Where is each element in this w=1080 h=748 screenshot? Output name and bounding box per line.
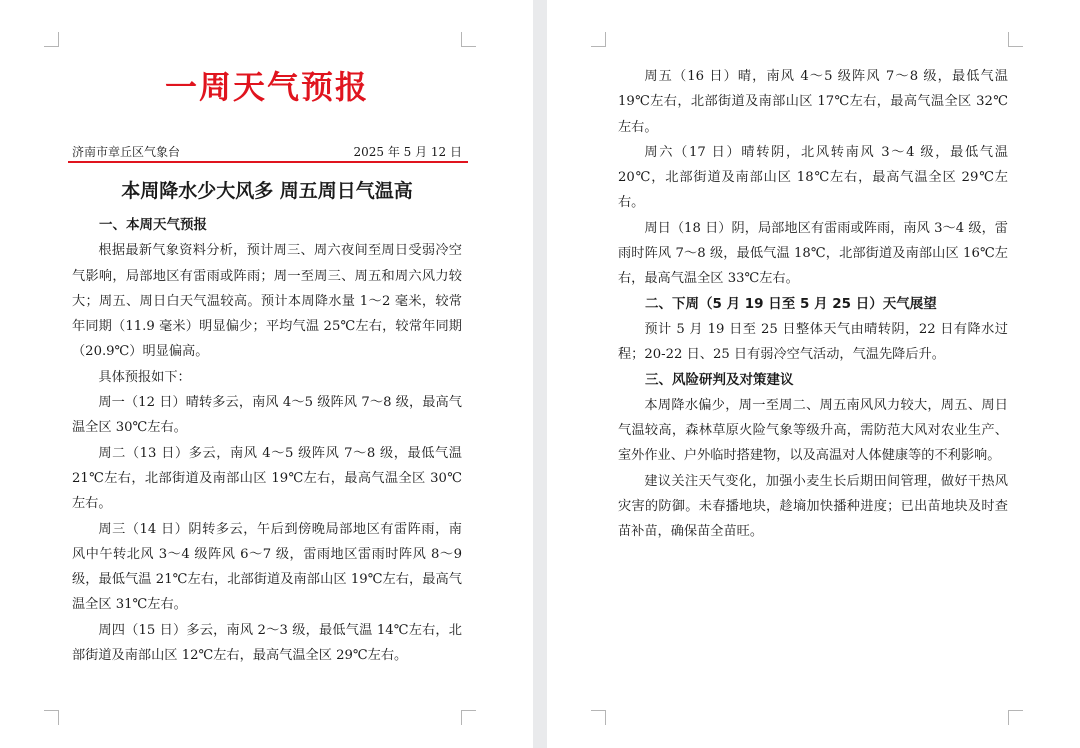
paragraph-day-wed: 周三（14 日）阴转多云，午后到傍晚局部地区有雷阵雨，南风中午转北风 3～4 级阵风 6～7 级，雷雨地区雷雨时阵风 8～9 级，最低气温 21℃左右，北部街道及南部山区 19℃左右，最高气温全区 31℃左右。 [72, 521, 462, 613]
crop-mark [461, 32, 476, 47]
section-heading: 一、本周天气预报 [99, 217, 207, 233]
issuing-organization: 济南市章丘区气象台 [72, 145, 181, 159]
paragraph-risk: 本周降水偏少，周一至周二、周五南风风力较大，周五、周日气温较高，森林草原火险气象等级升高，需防范大风对农业生产、室外作业、户外临时搭建物，以及高温对人体健康等的不利影响。 [618, 397, 1008, 464]
paragraph-day-sun: 周日（18 日）阴，局部地区有雷雨或阵雨，南风 3～4 级，雷雨时阵风 7～8 级，最低气温 18℃，北部街道及南部山区 16℃左右，最高气温全区 33℃左右。 [618, 220, 1008, 287]
body-left [72, 213, 462, 668]
headline: 本周降水少大风多 周五周日气温高 [121, 180, 413, 202]
paragraph-day-sat: 周六（17 日）晴转阴，北风转南风 3～4 级，最低气温 20℃，北部街道及南部山区 18℃左右，最高气温全区 29℃左右。 [618, 144, 1008, 211]
document-title: 一周天气预报 [164, 68, 369, 106]
crop-mark [1008, 32, 1023, 47]
crop-mark [1008, 710, 1023, 725]
paragraph-day-tue: 周二（13 日）多云，南风 4～5 级阵风 7～8 级，最低气温 21℃左右，北部街道及南部山区 19℃左右，最高气温全区 30℃左右。 [72, 445, 462, 512]
document-page-left [0, 0, 533, 748]
body-right [618, 64, 1008, 545]
header-divider [68, 161, 468, 163]
document-header [72, 143, 462, 160]
paragraph-day-thu: 周四（15 日）多云，南风 2～3 级，最低气温 14℃左右，北部街道及南部山区 12℃左右，最高气温全区 29℃左右。 [72, 622, 462, 664]
crop-mark [591, 32, 606, 47]
paragraph-detail-intro: 具体预报如下： [98, 369, 191, 385]
section-heading: 二、下周（5 月 19 日至 5 月 25 日）天气展望 [645, 295, 937, 312]
paragraph-intro: 根据最新气象资料分析，预计周三、周六夜间至周日受弱冷空气影响，局部地区有雷雨或阵雨；周一至周三、周五和周六风力较大；周五、周日白天气温较高。预计本周降水量 1～2 毫米，较常年同期（11.9 毫米）明显偏少；平均气温 25℃左右，较常年同期（20.9℃）明显偏高。 [72, 243, 462, 360]
paragraph-day-fri: 周五（16 日）晴，南风 4～5 级阵风 7～8 级，最低气温 19℃左右，北部街道及南部山区 17℃左右，最高气温全区 32℃左右。 [618, 69, 1008, 135]
paragraph-outlook: 预计 5 月 19 日至 25 日整体天气由晴转阴，22 日有降水过程；20-22 日、25 日有弱冷空气活动，气温先降后升。 [618, 321, 1008, 363]
crop-mark [591, 710, 606, 725]
section-heading: 三、风险研判及对策建议 [645, 371, 794, 388]
paragraph-advice: 建议关注天气变化，加强小麦生长后期田间管理，做好干热风灾害的防御。未春播地块，趁墒加快播种进度；已出苗地块及时查苗补苗，确保苗全苗旺。 [618, 473, 1008, 540]
crop-mark [461, 710, 476, 725]
paragraph-day-mon: 周一（12 日）晴转多云，南风 4～5 级阵风 7～8 级，最高气温全区 30℃左右。 [72, 395, 462, 436]
crop-mark [44, 32, 59, 47]
crop-mark [44, 710, 59, 725]
issue-date: 2025 年 5 月 12 日 [353, 145, 462, 159]
